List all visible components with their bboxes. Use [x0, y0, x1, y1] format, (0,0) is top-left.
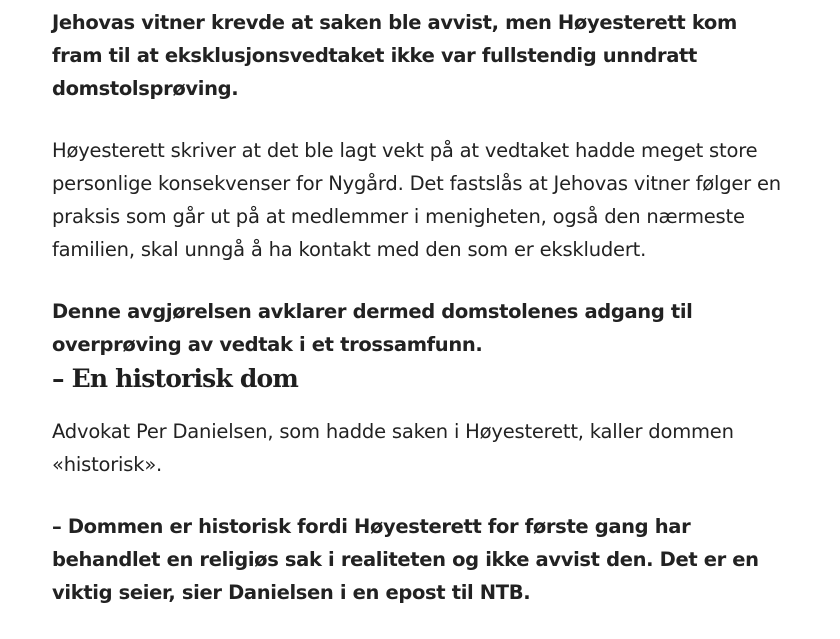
article-paragraph-2: Høyesterett skriver at det ble lagt vekt på at vedtaket hadde meget store personlige konsekvenser for Nygård. Det fastslås at Jehovas vitner følger en praksis som går ut på at medlemmer i menigheten, også den nærmeste familien, skal unngå å ha kontakt med den som er ekskludert. [52, 139, 781, 261]
article-paragraph-bold-3: Denne avgjørelsen avklarer dermed domstolenes adgang til overprøving av vedtak i et trossamfunn. [52, 300, 693, 356]
article-paragraph-bold-1: Jehovas vitner krevde at saken ble avvist, men Høyesterett kom fram til at eksklusjonsvedtaket ikke var fullstendig unndratt domstolsprøving. [52, 11, 737, 100]
article-body [52, 6, 792, 609]
article-quote-paragraph: – Dommen er historisk fordi Høyesterett for første gang har behandlet en religiøs sak i realiteten og ikke avvist den. Det er en viktig seier, sier Danielsen i en epost til NTB. [52, 515, 759, 604]
article-paragraph-4: Advokat Per Danielsen, som hadde saken i Høyesterett, kaller dommen «historisk». [52, 420, 734, 476]
article-subheading: – En historisk dom [52, 364, 299, 393]
